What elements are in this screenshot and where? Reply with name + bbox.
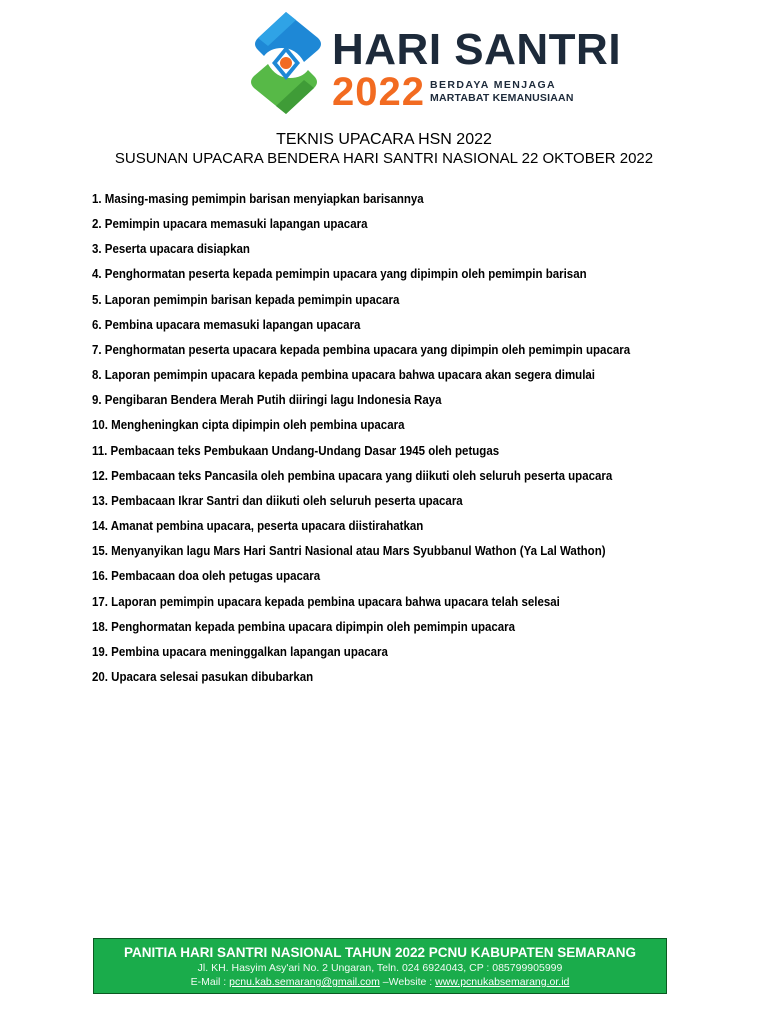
list-item: 15. Menyanyikan lagu Mars Hari Santri Nasional atau Mars Syubbanul Wathon (Ya Lal Wathon)	[92, 544, 606, 559]
list-item: 16. Pembacaan doa oleh petugas upacara	[92, 569, 321, 584]
list-item: 4. Penghormatan peserta kepada pemimpin upacara yang dipimpin oleh pemimpin barisan	[92, 267, 587, 282]
document-subtitle: SUSUNAN UPACARA BENDERA HARI SANTRI NASIONAL 22 OKTOBER 2022	[114, 150, 654, 167]
list-item: 19. Pembina upacara meninggalkan lapangan upacara	[92, 644, 388, 659]
footer-contacts	[94, 975, 666, 989]
website-prefix: –Website :	[379, 976, 436, 988]
list-item: 18. Penghormatan kepada pembina upacara dipimpin oleh pemimpin upacara	[92, 619, 516, 634]
footer-address: Jl. KH. Hasyim Asy'ari No. 2 Ungaran, Teln. 024 6924043, CP : 085799905999	[197, 962, 563, 974]
list-item: 17. Laporan pemimpin upacara kepada pembina upacara bahwa upacara telah selesai	[92, 594, 560, 609]
logo-title: HARI SANTRI	[332, 25, 622, 74]
list-item: 11. Pembacaan teks Pembukaan Undang-Undang Dasar 1945 oleh petugas	[92, 443, 500, 458]
list-item: 6. Pembina upacara memasuki lapangan upacara	[92, 317, 361, 332]
list-item: 2. Pemimpin upacara memasuki lapangan upacara	[92, 217, 368, 232]
list-item: 13. Pembacaan Ikrar Santri dan diikuti oleh seluruh peserta upacara	[92, 493, 463, 508]
list-item: 7. Penghormatan peserta upacara kepada pembina upacara yang dipimpin oleh pemimpin upacara	[92, 342, 631, 357]
ceremony-steps-list	[92, 187, 677, 690]
list-item: 5. Laporan pemimpin barisan kepada pemimpin upacara	[92, 292, 400, 307]
list-item: 8. Laporan pemimpin upacara kepada pembina upacara bahwa upacara akan segera dimulai	[92, 368, 595, 383]
list-item: 12. Pembacaan teks Pancasila oleh pembina upacara yang diikuti oleh seluruh peserta upacara	[92, 468, 613, 483]
list-item: 14. Amanat pembina upacara, peserta upacara diistirahatkan	[92, 519, 424, 534]
document-titles	[0, 130, 768, 168]
committee-footer	[93, 938, 667, 994]
email-link[interactable]: pcnu.kab.semarang@gmail.com	[229, 976, 380, 988]
list-item: 9. Pengibaran Bendera Merah Putih diiringi lagu Indonesia Raya	[92, 393, 442, 408]
hari-santri-emblem-icon	[244, 8, 328, 118]
website-link[interactable]: www.pcnukabsemarang.or.id	[435, 976, 570, 988]
logo-tagline-line-1: BERDAYA MENJAGA	[430, 79, 557, 91]
logo-year: 2022	[332, 70, 425, 114]
document-title: TEKNIS UPACARA HSN 2022	[276, 131, 492, 148]
email-prefix: E-Mail :	[190, 976, 230, 988]
list-item: 1. Masing-masing pemimpin barisan menyiapkan barisannya	[92, 192, 424, 206]
logo-tagline-line-2: MARTABAT KEMANUSIAAN	[430, 92, 574, 104]
list-item: 10. Mengheningkan cipta dipimpin oleh pembina upacara	[92, 418, 405, 433]
footer-title: PANITIA HARI SANTRI NASIONAL TAHUN 2022 PCNU KABUPATEN SEMARANG	[123, 945, 637, 960]
list-item: 20. Upacara selesai pasukan dibubarkan	[92, 669, 314, 684]
logo-tagline	[430, 79, 574, 105]
list-item: 3. Peserta upacara disiapkan	[92, 242, 250, 257]
hari-santri-logo	[244, 8, 622, 124]
